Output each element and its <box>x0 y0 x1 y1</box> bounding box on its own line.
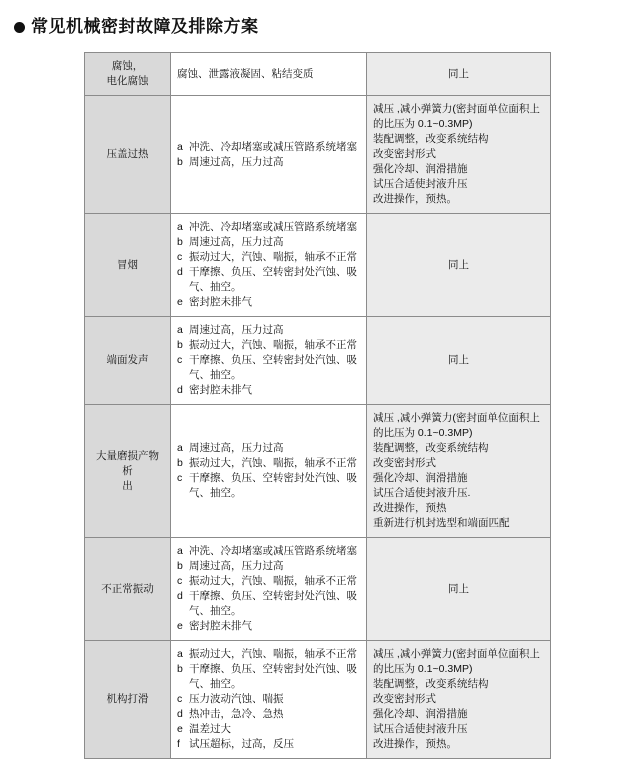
fault-name-cell <box>85 317 171 405</box>
cause-item <box>177 737 360 752</box>
cause-item-text: 压力波动汽蚀、喘振 <box>189 693 284 705</box>
cause-item-text: 冲洗、冷却堵塞或减压管路系统堵塞 <box>189 221 357 233</box>
cause-item <box>177 383 360 398</box>
solution-line: 装配调整，改变系统结构 <box>373 133 489 145</box>
fault-cause-cell <box>171 405 367 538</box>
cause-item <box>177 471 360 501</box>
cause-item-marker: d <box>177 266 183 278</box>
cause-item <box>177 722 360 737</box>
cause-item <box>177 338 360 353</box>
solution-text: 同上 <box>448 354 469 366</box>
fault-name-line: 大量磨损产物析 <box>96 449 159 477</box>
page-title <box>0 0 633 38</box>
cause-item-marker: e <box>177 620 183 632</box>
fault-cause-text: 腐蚀、泄露液凝固、粘结变质 <box>177 67 314 80</box>
cause-item-marker: b <box>177 155 183 168</box>
fault-solution-cell <box>367 53 551 96</box>
solution-line: 重新进行机封选型和端面匹配 <box>373 517 510 529</box>
solution-line: 的比压为 0.1~0.3MP) <box>373 427 473 439</box>
fault-cause-cell <box>171 214 367 317</box>
cause-item-text: 周速过高，压力过高 <box>189 236 284 248</box>
cause-item-marker: c <box>177 251 183 263</box>
cause-item-text: 振动过大，汽蚀、喘振，轴承不正常 <box>189 575 357 587</box>
fault-solution-cell <box>367 214 551 317</box>
fault-name-cell <box>85 214 171 317</box>
cause-item-marker: d <box>177 590 183 602</box>
cause-item <box>177 544 360 559</box>
cause-item-text: 周速过高，压力过高 <box>189 442 284 454</box>
table-row <box>85 317 551 405</box>
fault-solution-cell <box>367 405 551 538</box>
fault-name-line: 出 <box>122 479 133 492</box>
solution-line: 改变密封形式 <box>373 457 436 469</box>
cause-item <box>177 662 360 692</box>
solution-line: 试压合适使封液升压 <box>373 723 468 735</box>
cause-item-text: 振动过大，汽蚀、喘振，轴承不正常 <box>189 648 357 660</box>
cause-item <box>177 295 360 310</box>
fault-name-cell <box>85 96 171 214</box>
cause-item-text: 振动过大，汽蚀、喘振，轴承不正常 <box>189 339 357 351</box>
cause-item-marker: a <box>177 648 183 660</box>
cause-item-marker: c <box>177 472 183 484</box>
cause-item-text: 密封腔未排气 <box>189 620 252 632</box>
solution-line: 改进操作，预热 <box>373 502 447 514</box>
cause-item <box>177 619 360 634</box>
solution-text: 同上 <box>448 582 469 595</box>
cause-item-marker: b <box>177 457 183 469</box>
cause-item <box>177 155 360 170</box>
fault-cause-cell <box>171 538 367 641</box>
cause-item <box>177 323 360 338</box>
solution-line: 改变密封形式 <box>373 693 436 705</box>
solution-text: 同上 <box>448 258 469 271</box>
cause-item <box>177 647 360 662</box>
solution-line: 改变密封形式 <box>373 148 436 160</box>
table-row <box>85 53 551 96</box>
cause-item <box>177 456 360 471</box>
fault-cause-cell <box>171 317 367 405</box>
solution-line: 装配调整，改变系统结构 <box>373 678 489 690</box>
cause-item-text: 密封腔未排气 <box>189 384 252 396</box>
solution-line: 试压合适使封液升压. <box>373 487 471 499</box>
cause-item-text: 冲洗、冷却堵塞或减压管路系统堵塞 <box>189 545 357 557</box>
cause-item <box>177 692 360 707</box>
fault-solution-cell <box>367 317 551 405</box>
cause-item <box>177 707 360 722</box>
bullet-dot-icon <box>14 22 25 33</box>
fault-solution-cell <box>367 96 551 214</box>
cause-item-marker: d <box>177 708 183 720</box>
cause-item-text: 干摩擦、负压、空转密封处汽蚀、吸气、抽空。 <box>189 663 357 690</box>
cause-item-text: 干摩擦、负压、空转密封处汽蚀、吸气、抽空。 <box>189 590 357 617</box>
fault-name-line: 不正常振动 <box>101 582 154 595</box>
fault-name-cell <box>85 53 171 96</box>
fault-name-line: 电化腐蚀 <box>106 75 149 87</box>
solution-line: 减压 ,减小弹簧力(密封面单位面积上 <box>373 103 540 115</box>
cause-item-text: 振动过大，汽蚀、喘振，轴承不正常 <box>189 457 357 469</box>
cause-item-text: 冲洗、冷却堵塞或减压管路系统堵塞 <box>189 140 357 153</box>
cause-item-marker: f <box>177 738 180 750</box>
solution-line: 的比压为 0.1~0.3MP) <box>373 118 473 130</box>
cause-item <box>177 140 360 155</box>
table-row <box>85 405 551 538</box>
cause-item <box>177 265 360 295</box>
solution-line: 强化冷却、润滑措施 <box>373 708 468 720</box>
cause-item-text: 温差过大 <box>189 723 231 735</box>
cause-item-marker: a <box>177 324 183 336</box>
fault-solution-table <box>84 52 551 759</box>
cause-item-marker: b <box>177 236 183 248</box>
cause-item-marker: a <box>177 442 183 454</box>
cause-item-marker: e <box>177 296 183 308</box>
page-title-text: 常见机械密封故障及排除方案 <box>31 17 259 36</box>
solution-line: 改进操作，预热。 <box>373 193 457 205</box>
cause-item <box>177 353 360 383</box>
solution-line: 减压 ,减小弹簧力(密封面单位面积上 <box>373 412 540 424</box>
cause-item <box>177 441 360 456</box>
cause-item <box>177 220 360 235</box>
cause-item-text: 干摩擦、负压、空转密封处汽蚀、吸气、抽空。 <box>189 354 357 381</box>
cause-item <box>177 589 360 619</box>
fault-name-cell <box>85 641 171 759</box>
cause-item-text: 周速过高，压力过高 <box>189 560 284 572</box>
cause-item-marker: b <box>177 560 183 572</box>
cause-item-marker: a <box>177 545 183 557</box>
fault-cause-cell <box>171 53 367 96</box>
solution-line: 的比压为 0.1~0.3MP) <box>373 663 473 675</box>
cause-item-text: 振动过大，汽蚀、喘振，轴承不正常 <box>189 251 357 263</box>
fault-name-line: 端面发声 <box>106 354 149 366</box>
cause-item <box>177 574 360 589</box>
cause-item-text: 周速过高，压力过高 <box>189 155 284 168</box>
cause-item-text: 干摩擦、负压、空转密封处汽蚀、吸气、抽空。 <box>189 266 357 293</box>
cause-item-marker: a <box>177 221 183 233</box>
cause-item-marker: a <box>177 140 183 153</box>
table-body <box>85 53 551 759</box>
solution-text: 同上 <box>448 67 469 80</box>
cause-item-text: 干摩擦、负压、空转密封处汽蚀、吸气、抽空。 <box>189 472 357 499</box>
fault-solution-cell <box>367 538 551 641</box>
table-row <box>85 96 551 214</box>
cause-item-marker: b <box>177 339 183 351</box>
cause-item-marker: b <box>177 663 183 675</box>
fault-name-cell <box>85 538 171 641</box>
cause-item-text: 试压超标，过高，反压 <box>189 738 294 750</box>
fault-cause-cell <box>171 641 367 759</box>
table-row <box>85 214 551 317</box>
cause-item-marker: c <box>177 354 183 366</box>
table-row <box>85 538 551 641</box>
fault-name-line: 机构打滑 <box>106 693 149 705</box>
fault-name-line: 压盖过热 <box>106 148 149 160</box>
solution-line: 减压 ,减小弹簧力(密封面单位面积上 <box>373 648 540 660</box>
fault-solution-cell <box>367 641 551 759</box>
cause-item-text: 周速过高，压力过高 <box>189 324 284 336</box>
fault-cause-cell <box>171 96 367 214</box>
cause-item-marker: d <box>177 384 183 396</box>
cause-item-marker: c <box>177 575 183 587</box>
cause-item-marker: e <box>177 723 183 735</box>
fault-name-cell <box>85 405 171 538</box>
fault-name-line: 冒烟 <box>117 258 138 271</box>
table-row <box>85 641 551 759</box>
cause-item <box>177 250 360 265</box>
cause-item <box>177 559 360 574</box>
solution-line: 强化冷却、润滑措施 <box>373 163 468 175</box>
cause-item-text: 密封腔未排气 <box>189 296 252 308</box>
cause-item-marker: c <box>177 693 183 705</box>
solution-line: 强化冷却、润滑措施 <box>373 472 468 484</box>
cause-item-text: 热冲击，急冷、急热 <box>189 708 284 720</box>
cause-item <box>177 235 360 250</box>
solution-line: 改进操作，预热。 <box>373 738 457 750</box>
solution-line: 试压合适使封液升压 <box>373 178 468 190</box>
fault-name-line: 腐蚀， <box>111 60 144 72</box>
solution-line: 装配调整，改变系统结构 <box>373 442 489 454</box>
